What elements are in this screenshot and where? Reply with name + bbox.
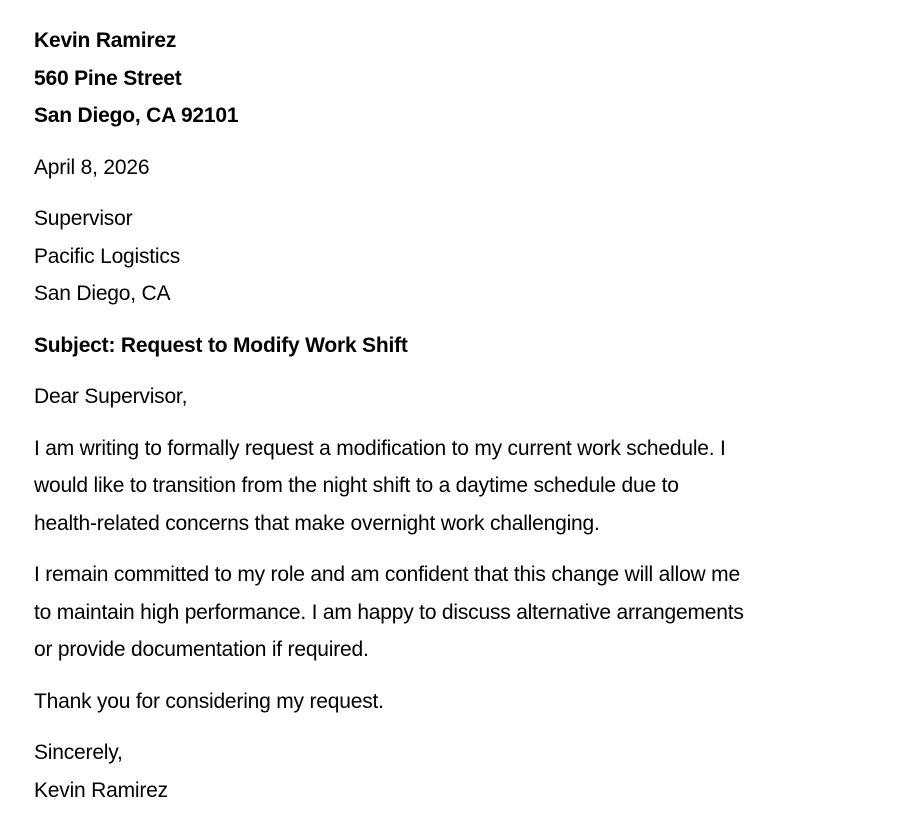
thank-you-line: Thank you for considering my request. — [34, 689, 384, 713]
paragraph-line: health-related concerns that make overnight work challenging. — [34, 511, 600, 535]
recipient-company: Pacific Logistics — [34, 244, 180, 268]
letter-date: April 8, 2026 — [34, 155, 150, 179]
paragraph-line: or provide documentation if required. — [34, 638, 369, 661]
salutation-block — [34, 378, 874, 416]
paragraph-line: would like to transition from the night shift to a daytime schedule due to — [34, 474, 679, 497]
sender-name: Kevin Ramirez — [34, 29, 177, 52]
paragraph-line: I remain committed to my role and am confident that this change will allow me — [34, 563, 740, 586]
sender-city: San Diego, CA 92101 — [34, 104, 239, 127]
signature-name: Kevin Ramirez — [34, 778, 168, 802]
sender-street: 560 Pine Street — [34, 66, 182, 90]
recipient-title: Supervisor — [34, 207, 133, 230]
salutation: Dear Supervisor, — [34, 385, 188, 408]
recipient-city: San Diego, CA — [34, 282, 171, 305]
letter-date-block — [34, 149, 874, 187]
body-paragraph-3 — [34, 683, 874, 721]
subject-line: Subject: Request to Modify Work Shift — [34, 333, 408, 357]
body-paragraph-2 — [34, 556, 874, 669]
recipient-address — [34, 200, 874, 313]
paragraph-line: to maintain high performance. I am happy to discuss alternative arrangements — [34, 600, 744, 624]
sender-address — [34, 22, 874, 135]
closing-block — [34, 734, 874, 809]
paragraph-line: I am writing to formally request a modification to my current work schedule. I — [34, 436, 726, 460]
body-paragraph-1 — [34, 430, 874, 543]
valediction: Sincerely, — [34, 741, 123, 764]
subject-block — [34, 327, 874, 365]
